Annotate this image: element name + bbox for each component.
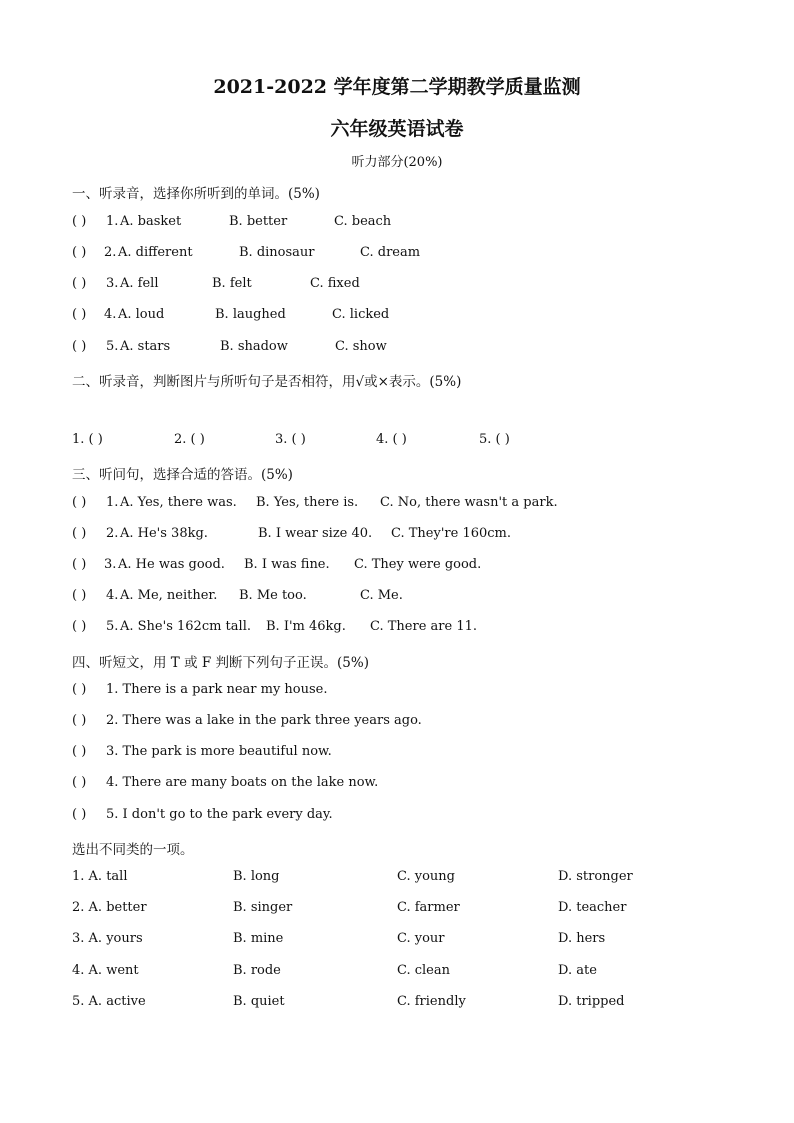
option-b: B. I'm 46kg. [266, 619, 346, 634]
option-b: B. mine [233, 931, 284, 946]
option-d: D. stronger [558, 869, 633, 884]
option-b: B. Me too. [239, 588, 307, 603]
answer-bracket: ( ) [72, 495, 87, 510]
option-b: B. better [229, 214, 288, 229]
section-3-heading: 三、听问句，选择合适的答语。(5%) [72, 467, 293, 483]
option-c: C. They were good. [354, 557, 482, 572]
option-a: A. basket [120, 214, 182, 229]
answer-bracket: ( ) [72, 339, 87, 354]
answer-bracket: ( ) [72, 557, 87, 572]
question-number: 3. [106, 276, 119, 291]
option-b: B. singer [233, 900, 293, 915]
judge-item: 4. ( ) [376, 432, 407, 447]
question-number: 5. [106, 339, 119, 354]
option-c: C. clean [397, 963, 451, 978]
option-b: B. laughed [215, 307, 286, 322]
answer-bracket: ( ) [72, 775, 87, 790]
option-c: C. farmer [397, 900, 460, 915]
option-b: B. Yes, there is. [256, 495, 359, 510]
statement-text: 3. The park is more beautiful now. [106, 744, 332, 759]
section-2-answers [72, 432, 672, 450]
statement-text: 2. There was a lake in the park three years ago. [106, 713, 422, 728]
option-c: C. friendly [397, 994, 466, 1009]
option-c: C. There are 11. [370, 619, 477, 634]
option-a: 2. A. better [72, 900, 147, 915]
option-c: C. licked [332, 307, 390, 322]
option-b: B. felt [212, 276, 252, 291]
option-c: C. young [397, 869, 455, 884]
judge-item: 3. ( ) [275, 432, 306, 447]
option-a: 3. A. yours [72, 931, 143, 946]
option-c: C. beach [334, 214, 392, 229]
statement-text: 1. There is a park near my house. [106, 682, 328, 697]
answer-bracket: ( ) [72, 245, 87, 260]
option-d: D. tripped [558, 994, 625, 1009]
question-number: 1. [106, 214, 119, 229]
question-number: 3. [104, 557, 117, 572]
option-a: A. loud [118, 307, 165, 322]
answer-bracket: ( ) [72, 619, 87, 634]
answer-bracket: ( ) [72, 713, 87, 728]
question-number: 2. [106, 526, 119, 541]
option-c: C. show [335, 339, 387, 354]
answer-bracket: ( ) [72, 526, 87, 541]
option-b: B. shadow [220, 339, 288, 354]
answer-bracket: ( ) [72, 682, 87, 697]
option-c: C. They're 160cm. [391, 526, 511, 541]
option-c: C. No, there wasn't a park. [380, 495, 558, 510]
question-number: 4. [106, 588, 119, 603]
question-number: 2. [104, 245, 117, 260]
option-a: A. She's 162cm tall. [120, 619, 251, 634]
option-a: A. He was good. [118, 557, 225, 572]
option-a: 1. A. tall [72, 869, 128, 884]
option-a: A. He's 38kg. [120, 526, 208, 541]
exam-subtitle: 六年级英语试卷 [330, 118, 464, 140]
option-c: C. Me. [360, 588, 403, 603]
section-4-heading: 四、听短文，用 T 或 F 判断下列句子正误。(5%) [72, 655, 369, 671]
option-a: 5. A. active [72, 994, 146, 1009]
section-2-heading: 二、听录音，判断图片与所听句子是否相符，用√或×表示。(5%) [72, 374, 462, 390]
option-b: B. dinosaur [239, 245, 315, 260]
option-d: D. ate [558, 963, 597, 978]
option-b: B. I wear size 40. [258, 526, 373, 541]
judge-item: 5. ( ) [479, 432, 510, 447]
question-number: 1. [106, 495, 119, 510]
option-b: B. long [233, 869, 280, 884]
answer-bracket: ( ) [72, 307, 87, 322]
listening-part-label: 听力部分(20%) [351, 155, 443, 170]
option-b: B. rode [233, 963, 281, 978]
option-a: A. fell [120, 276, 159, 291]
answer-bracket: ( ) [72, 744, 87, 759]
judge-item: 1. ( ) [72, 432, 103, 447]
option-d: D. hers [558, 931, 606, 946]
answer-bracket: ( ) [72, 276, 87, 291]
statement-text: 4. There are many boats on the lake now. [106, 775, 379, 790]
option-a: A. Yes, there was. [120, 495, 237, 510]
judge-item: 2. ( ) [174, 432, 205, 447]
option-d: D. teacher [558, 900, 627, 915]
option-c: C. dream [360, 245, 421, 260]
option-b: B. I was fine. [244, 557, 330, 572]
option-a: 4. A. went [72, 963, 139, 978]
option-c: C. fixed [310, 276, 360, 291]
option-a: A. stars [120, 339, 171, 354]
option-a: A. different [118, 245, 193, 260]
answer-bracket: ( ) [72, 807, 87, 822]
statement-text: 5. I don't go to the park every day. [106, 807, 333, 822]
answer-bracket: ( ) [72, 214, 87, 229]
question-number: 4. [104, 307, 117, 322]
exam-title: 2021-2022 学年度第二学期教学质量监测 [213, 76, 581, 98]
answer-bracket: ( ) [72, 588, 87, 603]
option-a: A. Me, neither. [120, 588, 218, 603]
section-5-heading: 选出不同类的一项。 [72, 842, 194, 858]
option-b: B. quiet [233, 994, 285, 1009]
question-number: 5. [106, 619, 119, 634]
section-1-heading: 一、听录音，选择你所听到的单词。(5%) [72, 186, 320, 202]
option-c: C. your [397, 931, 445, 946]
